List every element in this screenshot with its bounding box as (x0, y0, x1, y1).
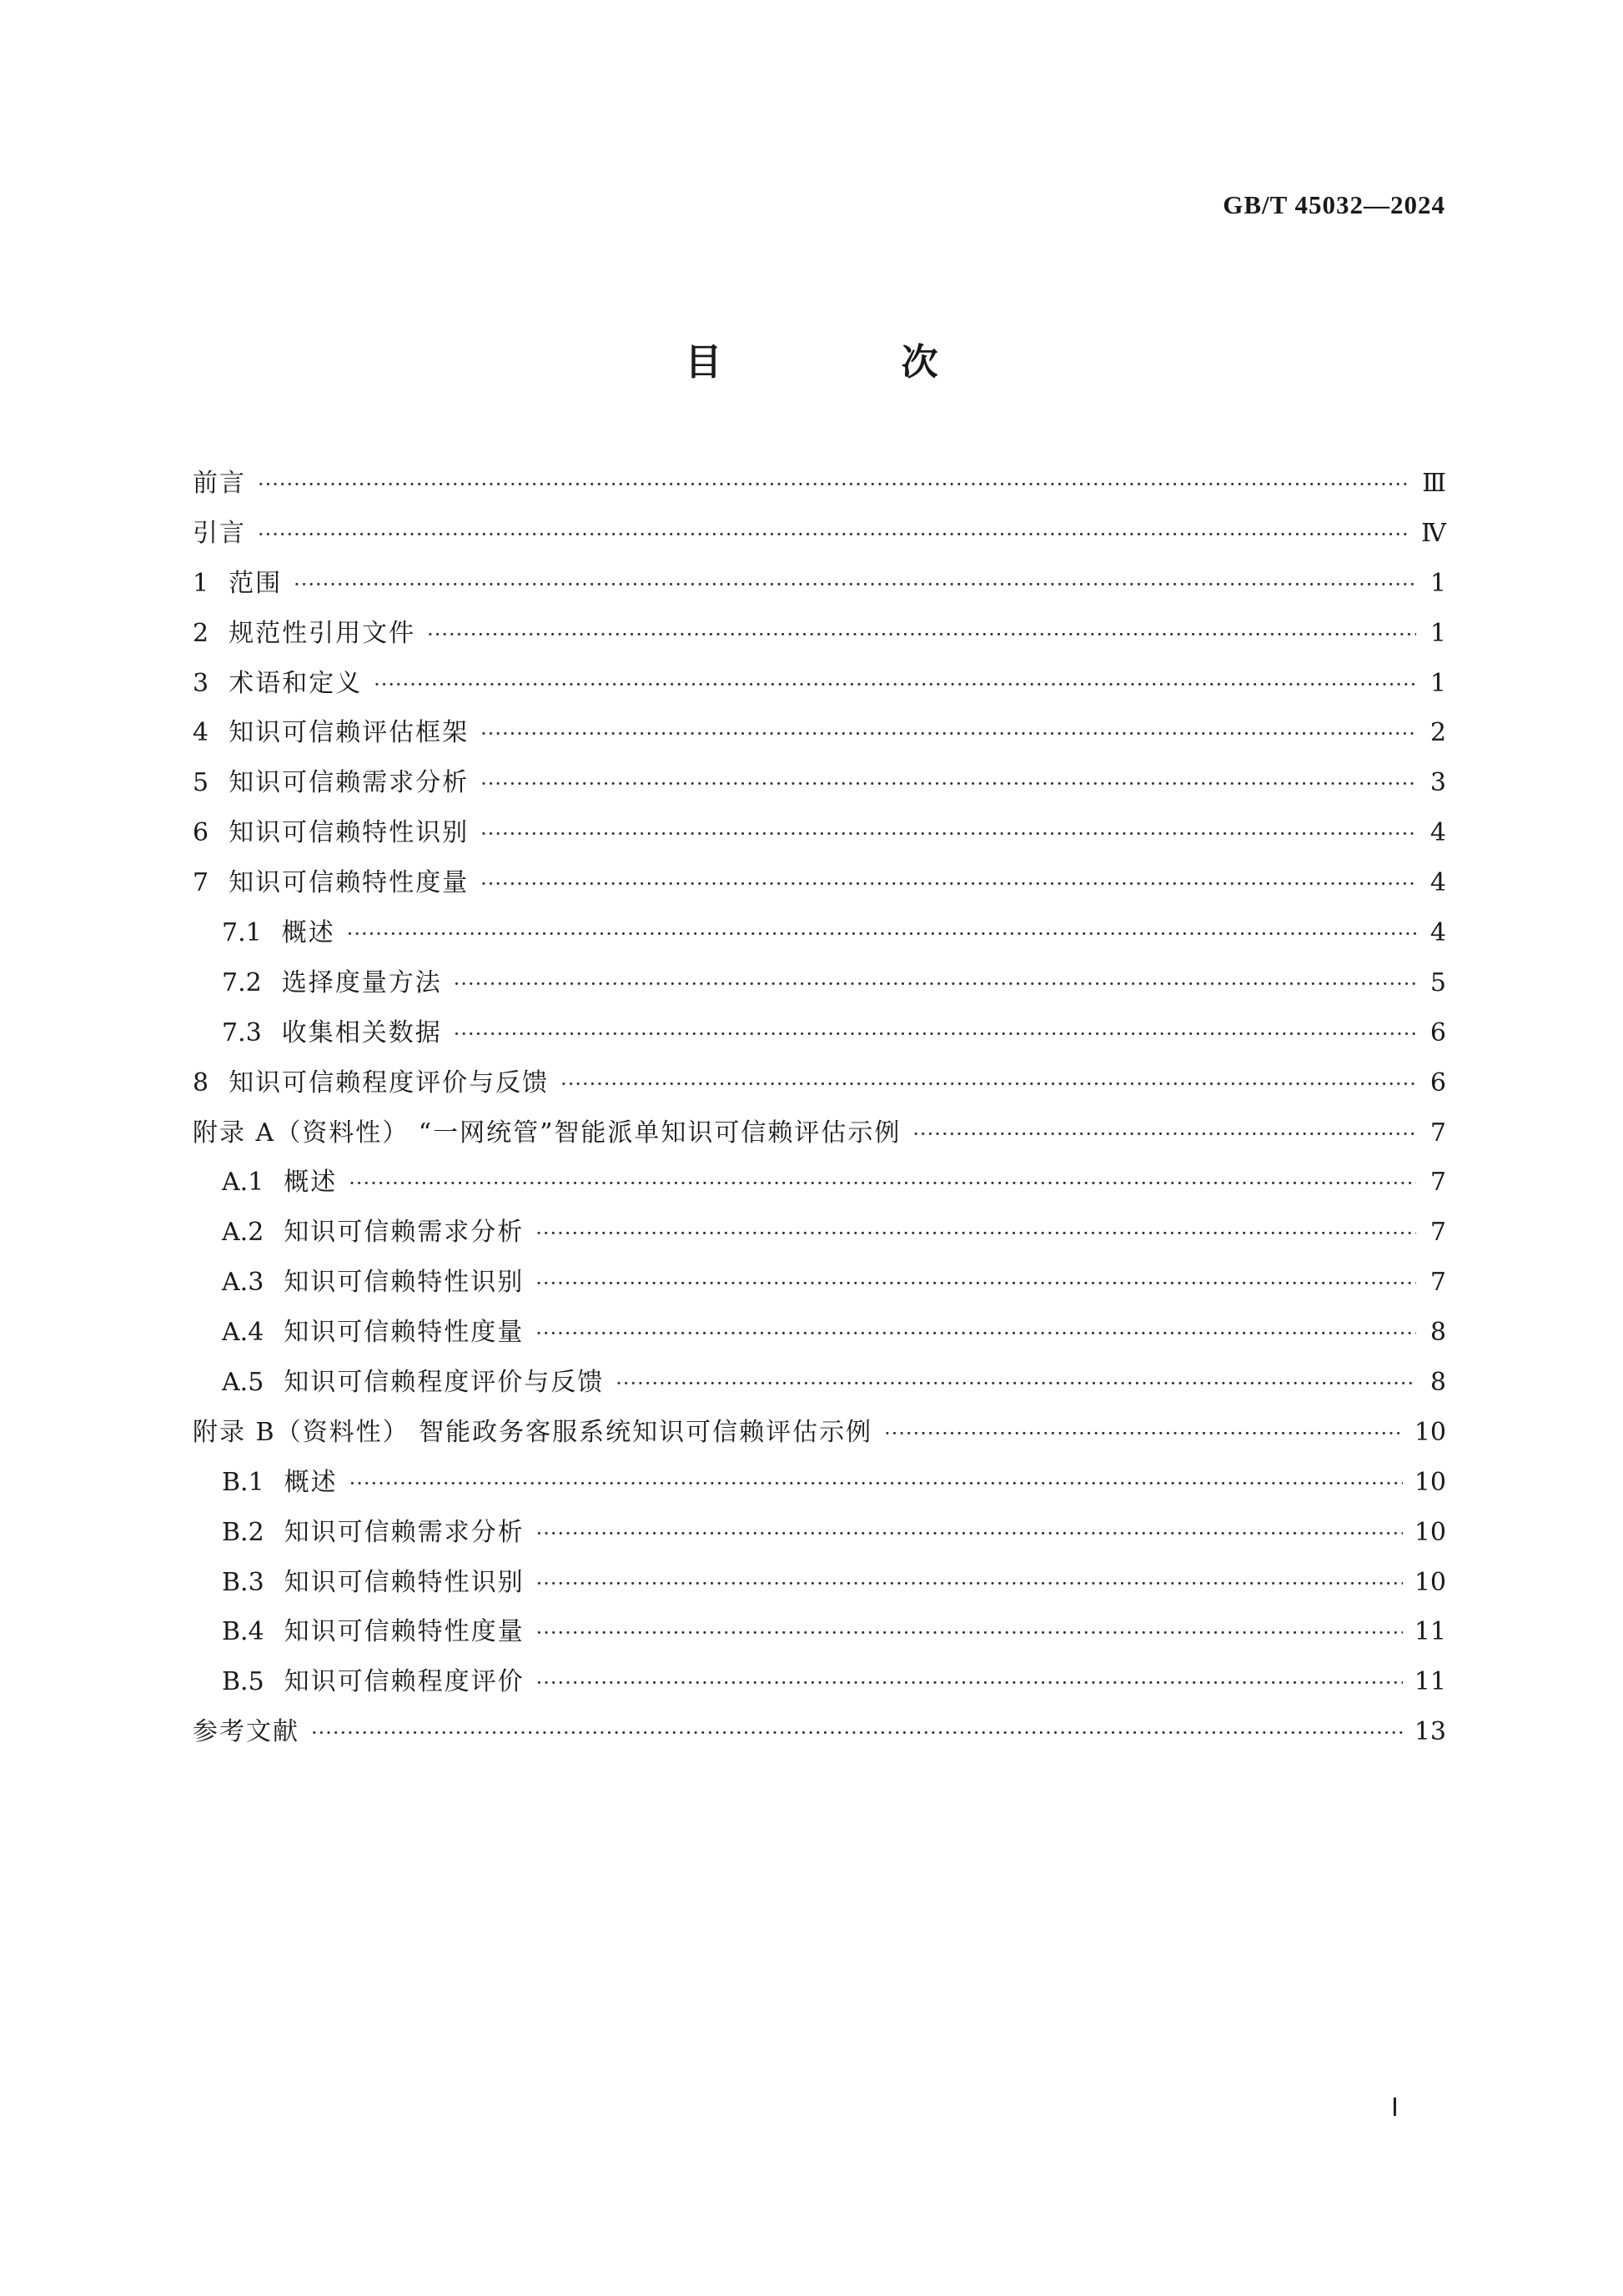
toc-entry-page: 11 (1414, 1667, 1446, 1697)
toc-entry-number: 3 (193, 668, 209, 698)
toc-entry-title: 知识可信赖需求分析 (284, 1517, 525, 1547)
toc-entry-number: A.2 (222, 1218, 264, 1248)
toc-entry[interactable] (193, 1062, 1446, 1112)
toc-entry-number: A.5 (222, 1368, 264, 1398)
toc-entry-number: 7.1 (222, 918, 262, 948)
toc-entry-number: 7.2 (222, 967, 262, 997)
toc-entry[interactable] (193, 1112, 1446, 1162)
toc-entry[interactable] (193, 1461, 1446, 1511)
toc-entry-page: 10 (1414, 1467, 1446, 1497)
toc-entry-page: 1 (1430, 618, 1446, 648)
toc-entry-number: B.4 (222, 1617, 264, 1647)
toc-entry-title: 知识可信赖特性度量 (229, 868, 470, 898)
toc-entry-page: 2 (1430, 718, 1446, 748)
toc-entry-title: 知识可信赖程度评价 (284, 1667, 525, 1697)
toc-entry-title: 知识可信赖需求分析 (284, 1218, 525, 1248)
toc-entry-number: B.2 (222, 1517, 264, 1547)
toc-entry[interactable] (193, 512, 1446, 562)
toc-entry-page: 7 (1430, 1168, 1446, 1198)
toc-dot-leader (884, 1422, 1403, 1445)
toc-entry-title: 知识可信赖需求分析 (229, 768, 470, 798)
toc-entry-page: 6 (1430, 1068, 1446, 1098)
toc-entry-page: 13 (1414, 1717, 1446, 1747)
toc-entry[interactable] (193, 761, 1446, 811)
toc-entry-title: 选择度量方法 (281, 967, 442, 997)
toc-entry-title: 范围 (229, 568, 283, 598)
toc-dot-leader (536, 1572, 1403, 1595)
toc-dot-leader (536, 1671, 1403, 1695)
toc-entry[interactable] (193, 811, 1446, 862)
toc-entry-page: 1 (1430, 668, 1446, 698)
toc-entry[interactable] (193, 1711, 1446, 1761)
page-title: 目 次 (685, 341, 1022, 384)
toc-entry-title: 知识可信赖特性识别 (284, 1567, 525, 1597)
toc-dot-leader (480, 772, 1416, 796)
toc-entry-page: 11 (1414, 1617, 1446, 1647)
toc-dot-leader (258, 473, 1410, 496)
toc-entry-title: 规范性引用文件 (229, 618, 416, 648)
toc-entry-title: 引言 (193, 518, 246, 548)
toc-dot-leader (349, 1472, 1403, 1495)
toc-entry[interactable] (193, 711, 1446, 761)
toc-entry-page: 10 (1414, 1417, 1446, 1447)
toc-entry-page: 5 (1430, 967, 1446, 997)
toc-entry[interactable] (193, 1411, 1446, 1461)
toc-dot-leader (616, 1372, 1416, 1395)
toc-entry-title: 附录 B（资料性） 智能政务客服系统知识可信赖评估示例 (193, 1417, 873, 1447)
toc-entry-number: 1 (193, 568, 209, 598)
toc-entry[interactable] (193, 912, 1446, 962)
toc-entry-page: 1 (1430, 568, 1446, 598)
toc-dot-leader (374, 673, 1416, 696)
toc-entry[interactable] (193, 1211, 1446, 1261)
toc-entry-title: 术语和定义 (229, 668, 363, 698)
toc-dot-leader (311, 1721, 1403, 1745)
page-number: Ⅰ (1391, 2094, 1399, 2122)
toc-dot-leader (536, 1522, 1403, 1545)
toc-entry-title: 收集相关数据 (281, 1017, 442, 1048)
toc-dot-leader (912, 1123, 1416, 1146)
toc-entry-title: 概述 (284, 1168, 338, 1198)
toc-entry-title: 前言 (193, 469, 246, 498)
toc-dot-leader (535, 1222, 1416, 1245)
toc-dot-leader (427, 623, 1416, 646)
toc-dot-leader (454, 1022, 1416, 1046)
standard-number: GB/T 45032—2024 (1223, 190, 1445, 219)
toc-entry-page: 7 (1430, 1268, 1446, 1298)
toc-dot-leader (347, 922, 1416, 946)
toc-entry-number: 2 (193, 618, 209, 648)
toc-entry-page: 10 (1414, 1517, 1446, 1547)
toc-entry-number: B.5 (222, 1667, 264, 1697)
toc-dot-leader (536, 1621, 1403, 1645)
toc-entry[interactable] (193, 1311, 1446, 1361)
toc-dot-leader (480, 872, 1416, 896)
toc-entry-title: 概述 (284, 1467, 338, 1497)
toc-entry[interactable] (193, 1610, 1446, 1660)
toc-entry[interactable] (193, 1511, 1446, 1561)
toc-entry-title: 知识可信赖程度评价与反馈 (284, 1368, 605, 1398)
toc-dot-leader (480, 822, 1416, 846)
toc-entry[interactable] (193, 1161, 1446, 1211)
toc-entry-page: 7 (1430, 1118, 1446, 1148)
toc-entry-page: 10 (1414, 1567, 1446, 1597)
toc-dot-leader (294, 573, 1416, 596)
toc-entry-title: 知识可信赖程度评价与反馈 (229, 1068, 550, 1098)
toc-entry-title: 知识可信赖评估框架 (229, 718, 470, 748)
toc-entry-title: 概述 (281, 918, 335, 948)
toc-entry-page: 6 (1430, 1017, 1446, 1048)
toc-entry-title: 知识可信赖特性识别 (229, 818, 470, 848)
toc-entry-page: 4 (1430, 818, 1446, 848)
toc-entry-number: B.1 (222, 1467, 264, 1497)
toc-entry-page: 8 (1430, 1318, 1446, 1348)
toc-entry-number: A.4 (222, 1318, 264, 1348)
toc-entry-number: A.1 (222, 1168, 264, 1198)
toc-entry-page: 4 (1430, 868, 1446, 898)
toc-entry-number: 8 (193, 1068, 209, 1098)
toc-entry-title: 知识可信赖特性识别 (284, 1268, 525, 1298)
toc-entry[interactable] (193, 1361, 1446, 1411)
toc-entry-number: A.3 (222, 1268, 264, 1298)
toc-entry-number: 7.3 (222, 1017, 262, 1048)
toc-dot-leader (535, 1272, 1416, 1295)
table-of-contents (193, 462, 1446, 1761)
toc-entry-page: 3 (1430, 768, 1446, 798)
toc-entry[interactable] (193, 612, 1446, 662)
toc-entry[interactable] (193, 1660, 1446, 1711)
toc-entry-title: 附录 A（资料性） “一网统管”智能派单知识可信赖评估示例 (193, 1118, 902, 1148)
toc-entry-number: 4 (193, 718, 209, 748)
toc-entry-number: B.3 (222, 1567, 264, 1597)
toc-entry[interactable] (193, 1561, 1446, 1611)
toc-entry[interactable] (193, 962, 1446, 1012)
toc-entry-page: 4 (1430, 918, 1446, 948)
toc-entry-title: 参考文献 (193, 1717, 299, 1747)
toc-dot-leader (258, 523, 1409, 546)
toc-entry-number: 7 (193, 868, 209, 898)
toc-entry[interactable] (193, 1012, 1446, 1062)
toc-dot-leader (454, 972, 1416, 996)
toc-entry-title: 知识可信赖特性度量 (284, 1617, 525, 1647)
toc-entry[interactable] (193, 862, 1446, 912)
toc-entry[interactable] (193, 1261, 1446, 1311)
toc-entry-number: 5 (193, 768, 209, 798)
toc-entry-number: 6 (193, 818, 209, 848)
toc-entry-page: 8 (1430, 1368, 1446, 1398)
toc-dot-leader (560, 1073, 1416, 1096)
toc-entry-page: Ⅲ (1422, 469, 1446, 498)
toc-entry[interactable] (193, 662, 1446, 712)
toc-dot-leader (349, 1172, 1416, 1195)
toc-dot-leader (535, 1322, 1416, 1345)
toc-entry[interactable] (193, 462, 1446, 512)
toc-entry-page: Ⅳ (1421, 518, 1446, 548)
toc-entry-page: 7 (1430, 1218, 1446, 1248)
toc-entry[interactable] (193, 562, 1446, 612)
toc-entry-title: 知识可信赖特性度量 (284, 1318, 525, 1348)
toc-dot-leader (480, 722, 1416, 746)
